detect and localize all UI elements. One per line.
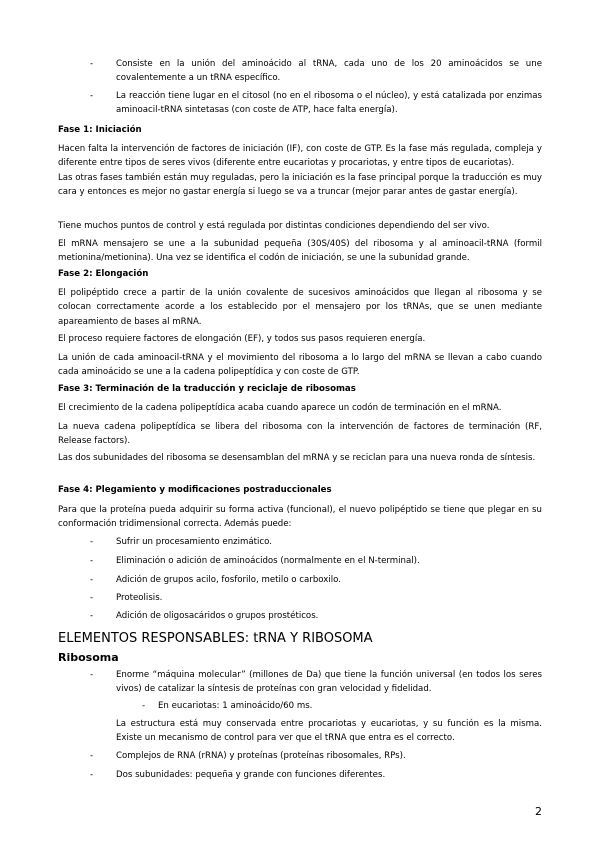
list-item-text: Adición de oligosacáridos o grupos prostéticos. [116,611,319,621]
bullet-dash: - [90,59,94,69]
list-item-text: Sufrir un procesamiento enzimático. [116,537,272,547]
paragraph: El polipéptido crece a partir de la unión covalente de sucesivos aminoácidos que llegan al ribosoma y se colocan correctamente acorde a los establecido por el mensajero por los tRNAs, que se unen mediante apareamiento de bases al mRNA. [58,288,542,327]
section-heading: Fase 2: Elongación [58,269,149,279]
bullet-dash: - [90,575,94,585]
list-item-text: Adición de grupos acilo, fosforilo, metilo o carboxilo. [116,575,341,585]
paragraph: Hacen falta la intervención de factores de iniciación (IF), con coste de GTP. Es la fase más regulada, compleja y diferente entre tipos de seres vivos (diferente entre eucariotas y procariotas, y entre tipos de eucariotas). [58,144,542,169]
bullet-dash: - [90,556,94,566]
bullet-dash: - [142,701,146,711]
paragraph: Tiene muchos puntos de control y está regulada por distintas condiciones dependiendo del ser vivo. [58,221,490,231]
bullet-dash: - [90,91,94,101]
section-heading: Fase 4: Plegamiento y modificaciones postraduccionales [58,485,332,495]
section-heading: Fase 1: Iniciación [58,125,142,135]
list-item-text: Dos subunidades: pequeña y grande con funciones diferentes. [116,770,386,780]
paragraph: El mRNA mensajero se une a la subunidad pequeña (30S/40S) del ribosoma y al aminoacil-tRNA (formil metionina/metionina). Una vez se identifica el codón de iniciación, se une la subunidad grande. [58,239,542,264]
paragraph: El proceso requiere factores de elongación (EF), y todos sus pasos requieren energía. [58,334,426,344]
bullet-dash: - [90,670,94,680]
paragraph: La unión de cada aminoacil-tRNA y el movimiento del ribosoma a lo largo del mRNA se llevan a cabo cuando cada aminoácido se une a la cadena polipeptídica y con coste de GTP. [58,353,542,378]
paragraph: La nueva cadena polipeptídica se libera del ribosoma con la intervención de factores de terminación (RF, Release factors). [58,422,542,447]
list-item-text: Proteolisis. [116,593,163,603]
paragraph: La estructura está muy conservada entre procariotas y eucariotas, y su función es la misma. Existe un mecanismo de control para ver que el tRNA que entra es el correcto. [116,719,542,744]
bullet-dash: - [90,593,94,603]
list-item-text: Enorme “máquina molecular” (millones de Da) que tiene la función universal (en todos los seres vivos) de catalizar la síntesis de proteínas con gran velocidad y fidelidad. [116,670,542,695]
list-item-text: Complejos de RNA (rRNA) y proteínas (proteínas ribosomales, RPs). [116,751,406,761]
paragraph: Para que la proteína pueda adquirir su forma activa (funcional), el nuevo polipéptido se tiene que plegar en su conformación tridimensional correcta. Además puede: [58,505,542,530]
list-item-text: La reacción tiene lugar en el citosol (no en el ribosoma o el núcleo), y está catalizada por enzimas aminoacil-tRNA sintetasas (con coste de ATP, hace falta energía). [116,91,542,116]
bullet-dash: - [90,751,94,761]
chapter-heading: ELEMENTOS RESPONSABLES: tRNA Y RIBOSOMA [58,631,373,646]
bullet-dash: - [90,770,94,780]
subsection-heading: Ribosoma [58,651,119,664]
paragraph: Las dos subunidades del ribosoma se desensamblan del mRNA y se reciclan para una nueva ronda de síntesis. [58,453,536,463]
list-item-text: Consiste en la unión del aminoácido al tRNA, cada uno de los 20 aminoácidos se une covalentemente a un tRNA específico. [116,59,542,84]
bullet-dash: - [90,611,94,621]
section-heading: Fase 3: Terminación de la traducción y reciclaje de ribosomas [58,384,356,394]
page-number: 2 [535,805,542,818]
list-item-text: Eliminación o adición de aminoácidos (normalmente en el N-terminal). [116,556,420,566]
list-item-text: En eucariotas: 1 aminoácido/60 ms. [158,701,313,711]
paragraph: Las otras fases también están muy reguladas, pero la iniciación es la fase principal porque la traducción es muy cara y entonces es mejor no gastar energía si luego se va a truncar (mejor parar antes de gastar energía). [58,173,542,198]
paragraph: El crecimiento de la cadena polipeptídica acaba cuando aparece un codón de terminación en el mRNA. [58,403,502,413]
bullet-dash: - [90,537,94,547]
